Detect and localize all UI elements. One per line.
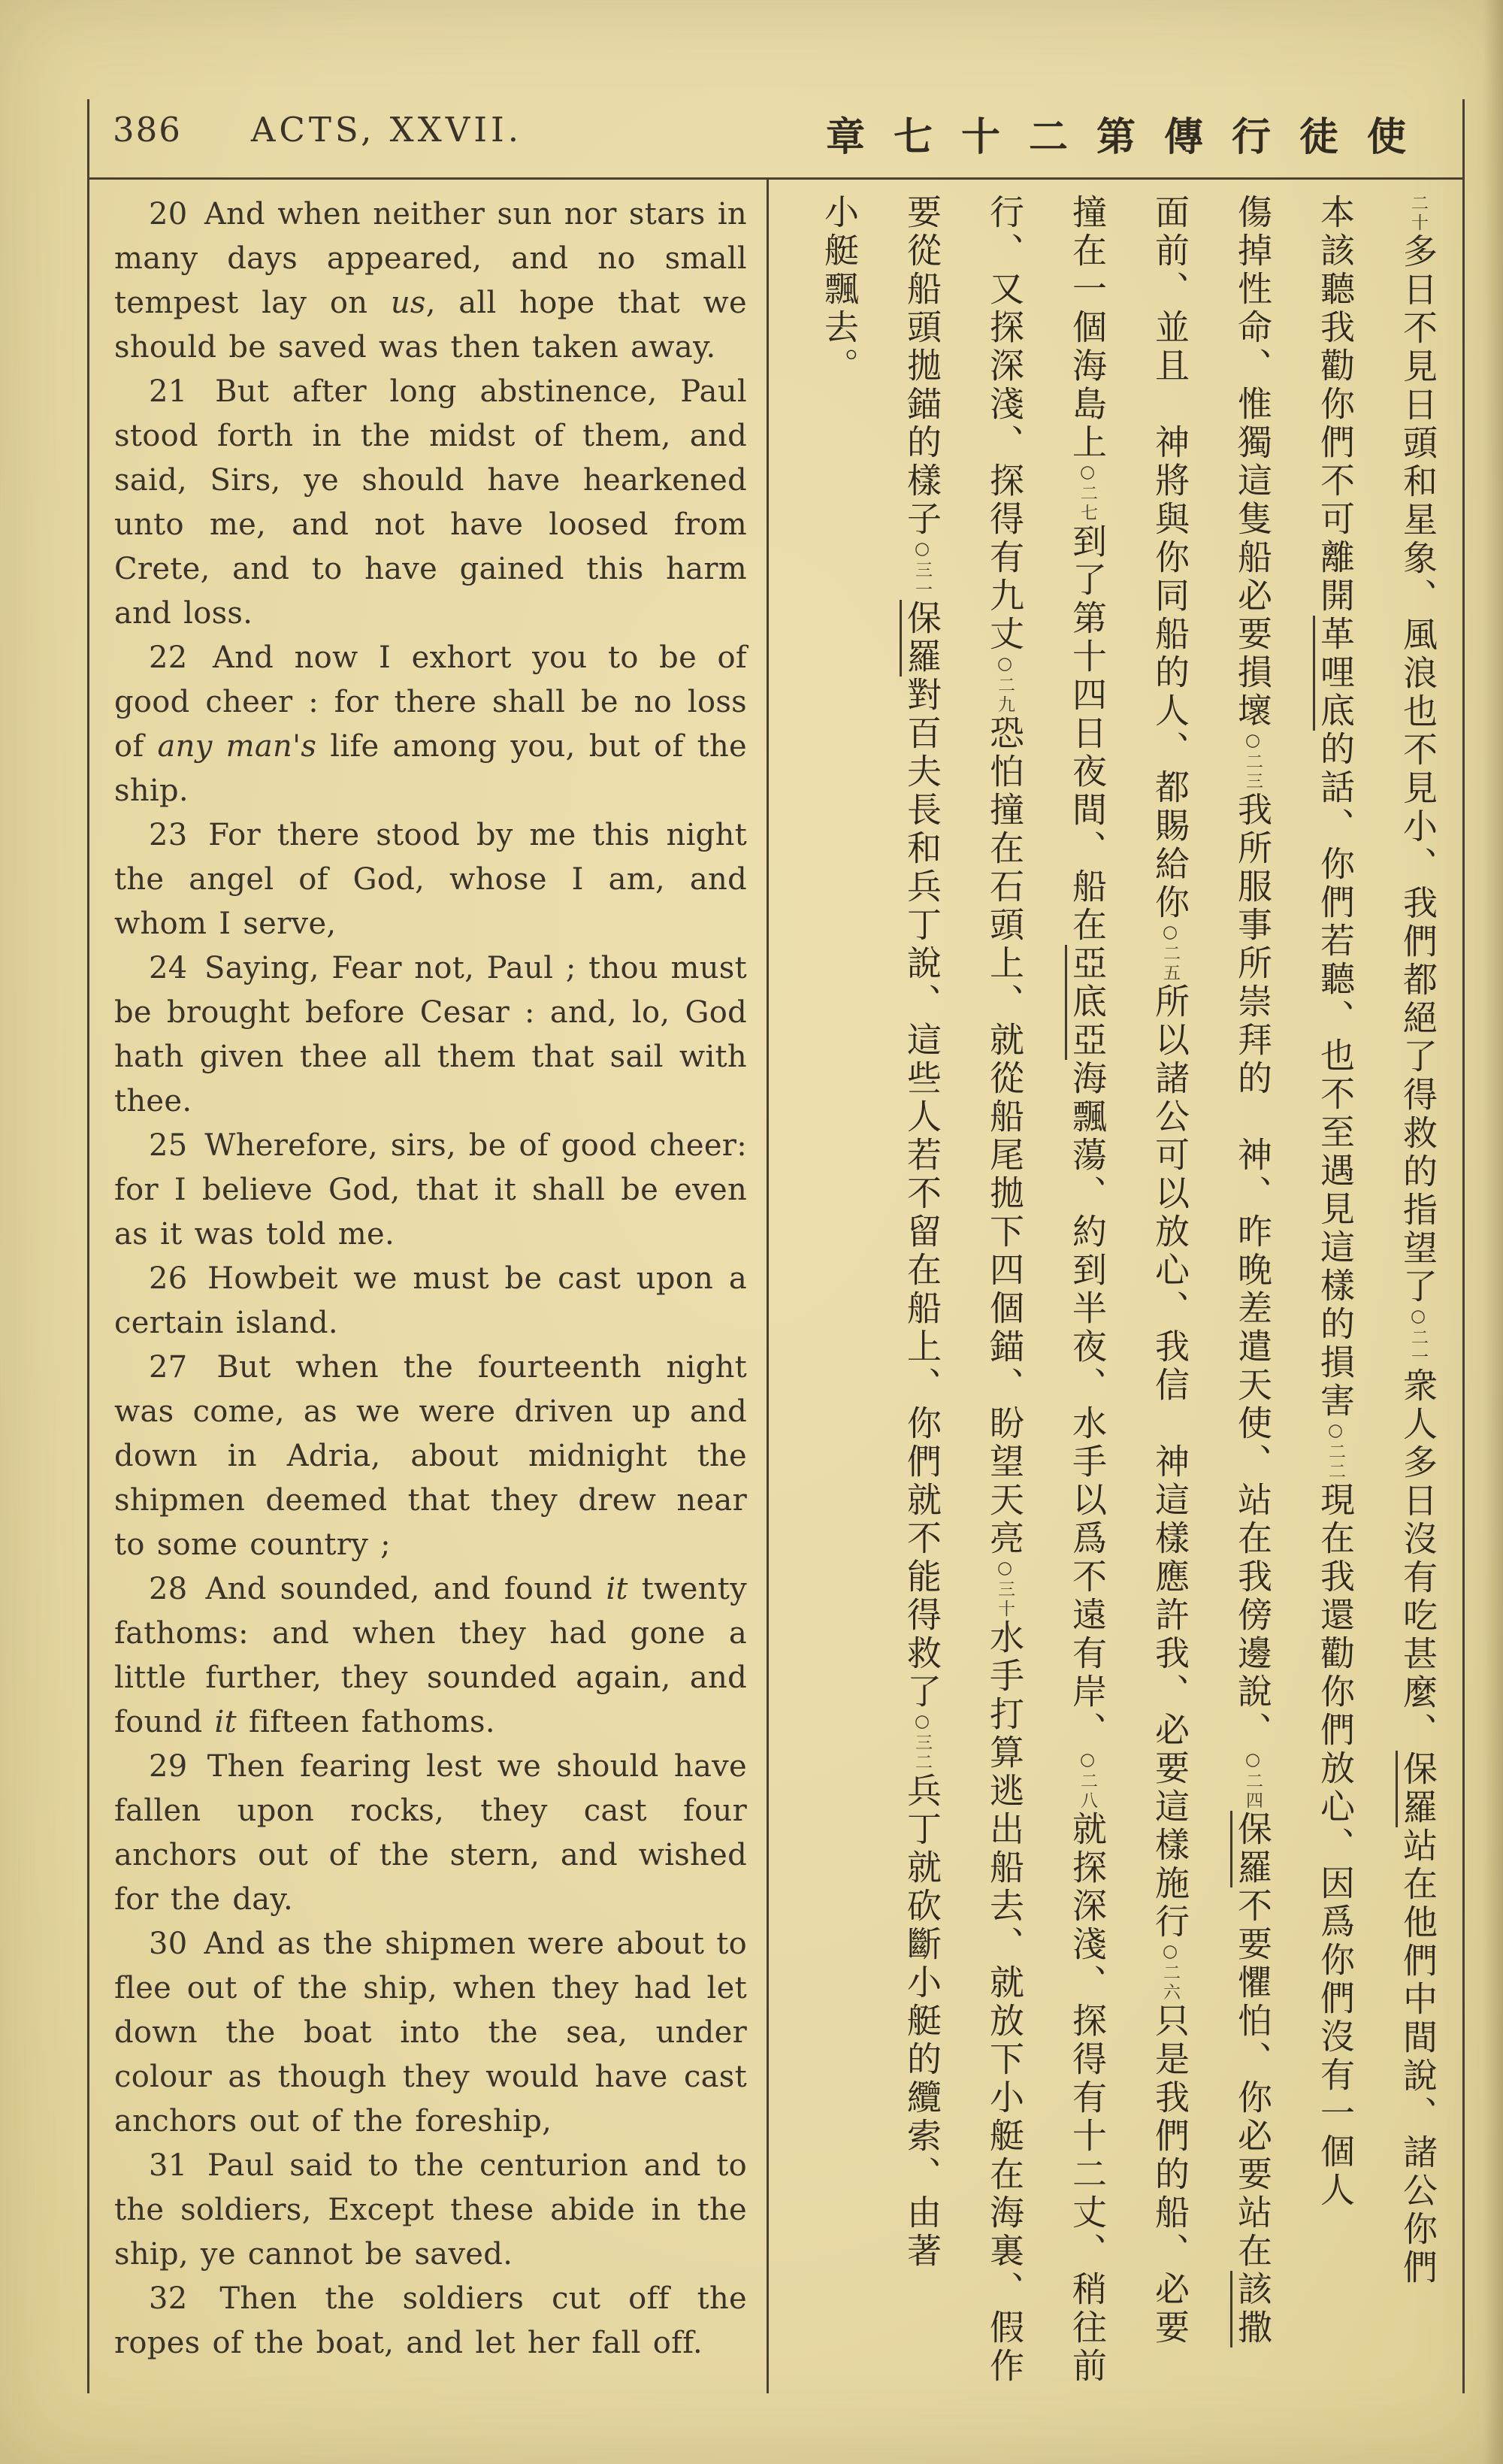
verse-number-marker: ○二九 (995, 654, 1015, 715)
verse-number: 20 (149, 197, 200, 232)
page-edge-shadow (1483, 0, 1503, 2464)
chinese-text-run: 面前、並且 神將與你同船的人、都賜給你 (1150, 194, 1190, 922)
verse-text: But after long abstinence, Paul stood forth in the midst of them, and said, Sirs, ye should have hearkened unto me, and not have loosed from Crete, and to have gained this harm and loss. (114, 374, 747, 631)
verse-number-marker: ○二七 (1078, 462, 1097, 523)
verse-number-marker: ○二一 (1408, 1306, 1428, 1367)
chinese-text-run: 要從船頭拋錨的樣子 (902, 194, 942, 539)
chinese-text-run: 不要懼怕、你必要站在 (1232, 1887, 1273, 2271)
verse-number-marker: ○二五 (1160, 922, 1180, 983)
chinese-text-run: 所以諸公可以放心、我信 神這樣應許我、必要這樣施行 (1150, 983, 1190, 1942)
verse-text: fifteen fathoms. (237, 1705, 495, 1739)
proper-name: 保羅 (1230, 1811, 1273, 1887)
verse-number: 24 (149, 951, 201, 985)
verse-number: 28 (149, 1572, 201, 1606)
verse-number-marker: 二十 (1408, 194, 1428, 233)
verse-29 (114, 1745, 747, 1922)
verse-21 (114, 370, 747, 636)
verse-31 (114, 2144, 747, 2277)
chinese-text-run: 多日不見日頭和星象、風浪也不見小、我們都絕了得救的指望了 (1398, 233, 1438, 1306)
verse-text: And when neither sun nor stars in many days appeared, and no small tempest lay on (114, 197, 747, 320)
verse-20 (114, 192, 747, 370)
page-number: 386 (113, 110, 182, 150)
chinese-text-run: 到了第十四日夜間、船在 (1067, 523, 1108, 945)
chinese-column-3 (1211, 194, 1294, 2381)
verse-24 (114, 946, 747, 1124)
verse-text: Howbeit we must be cast upon a certain island. (114, 1261, 748, 1340)
verse-text: Then the soldiers cut off the ropes of the boat, and let her fall off. (114, 2281, 748, 2360)
chinese-text-run: 小艇飄去。 (819, 194, 860, 386)
verse-text: And sounded, and found (205, 1572, 606, 1606)
column-divider-rule (767, 177, 769, 2393)
verse-number-marker: ○二三 (1243, 731, 1263, 792)
verse-number: 22 (149, 640, 208, 675)
verse-text: But when the fourteenth night was come, as we were driven up and down in Adria, about midnight the shipmen deemed that they drew near to some country ; (114, 1350, 747, 1562)
book-title-english: ACTS, XXVII. (250, 110, 523, 150)
verse-number: 31 (149, 2148, 204, 2183)
verse-28 (114, 1567, 747, 1745)
verse-text: life among you, but of the ship. (114, 729, 747, 808)
proper-name: 保羅 (900, 600, 942, 677)
chinese-text-run: 恐怕撞在石頭上、就從船尾拋下四個錨、盼望天亮 (984, 715, 1025, 1558)
verse-number-marker: ○二四 (1243, 1750, 1263, 1811)
verse-25 (114, 1124, 747, 1257)
verse-30 (114, 1922, 747, 2144)
verse-number-marker: ○二六 (1160, 1942, 1180, 2002)
verse-text: And as the shipmen were about to flee out of the ship, when they had let down the boat into the sea, under colour as though they would have cast anchors out of the foreship, (114, 1927, 748, 2139)
chinese-column-5 (1046, 194, 1129, 2386)
verse-text-italic: it (214, 1705, 237, 1739)
verse-number: 29 (149, 1749, 203, 1784)
verse-32 (114, 2277, 747, 2366)
chinese-column-4 (1129, 194, 1211, 2381)
verse-text: For there stood by me this night the angel of God, whose I am, and whom I serve, (114, 818, 747, 941)
chinese-text-run: 兵丁就砍斷小艇的纜索、由著 (902, 1772, 942, 2271)
verse-text: And now I exhort you to be of good cheer : for there shall be no loss of (114, 640, 747, 764)
page-header-english (113, 110, 522, 150)
header-divider-rule (87, 177, 1465, 180)
verse-number-marker: ○三十 (995, 1558, 1015, 1619)
verse-number: 32 (149, 2281, 216, 2316)
chinese-text-run: 對百夫長和兵丁說、這些人若不留在船上、你們就不能得救了 (902, 677, 942, 1712)
verse-number: 26 (149, 1261, 204, 1296)
verse-number: 27 (149, 1350, 213, 1385)
verse-23 (114, 813, 747, 946)
proper-name: 亞底亞 (1065, 945, 1108, 1060)
chinese-text-run: 只是我們的船、必要 (1150, 2002, 1190, 2347)
verse-number-marker: ○三一 (912, 539, 932, 600)
chinese-text-run: 站在他們中間說、諸公你們 (1398, 1827, 1438, 2287)
chinese-text-run: 的話、你們若聽、也不至遇見這樣的損害 (1315, 731, 1356, 1421)
verse-text-italic: it (606, 1572, 628, 1606)
verse-number-marker: ○二八 (1078, 1750, 1097, 1811)
proper-name: 革哩底 (1313, 616, 1356, 731)
chinese-text-run: 行、又探深淺、探得有九丈 (984, 194, 1025, 654)
verse-number: 25 (149, 1128, 201, 1163)
chinese-text-columns (794, 194, 1459, 2386)
chinese-text-run: 現在我還勸你們放心、因爲你們沒有一個人 (1315, 1482, 1356, 2210)
chinese-column-8 (798, 194, 881, 2381)
verse-text: Then fearing lest we should have fallen upon rocks, they cast four anchors out of the stern, and wished for the day. (114, 1749, 748, 1917)
verse-number: 23 (149, 818, 204, 852)
verse-number-marker: ○二二 (1326, 1421, 1345, 1482)
verse-text-italic: any man's (157, 729, 317, 764)
chinese-column-7 (881, 194, 963, 2381)
chinese-column-6 (963, 194, 1046, 2386)
book-title-chinese: 章七十二第傳行徒使 (825, 114, 1435, 160)
verse-text: Saying, Fear not, Paul ; thou must be brought before Cesar : and, lo, God hath given thee all them that sail with thee. (114, 951, 747, 1118)
verse-text: , all hope that we should be saved was then taken away. (114, 286, 748, 365)
english-text-column (114, 192, 747, 2366)
chinese-text-run: 撞在一個海島上 (1067, 194, 1108, 462)
chinese-text-run: 水手打算逃出船去、就放下小艇在海裏、假作 (984, 1619, 1025, 2386)
chinese-text-run: 就探深淺、探得有十二丈、稍往前 (1067, 1811, 1108, 2386)
chinese-column-1 (1377, 194, 1459, 2381)
chinese-text-run: 海飄蕩、約到半夜、水手以爲不遠有岸、 (1067, 1060, 1108, 1750)
verse-number: 30 (149, 1927, 200, 1961)
verse-number-marker: ○三二 (912, 1712, 932, 1772)
proper-name: 該撒 (1230, 2271, 1273, 2347)
proper-name: 保羅 (1396, 1751, 1438, 1827)
chinese-text-run: 傷掉性命、惟獨這隻船必要損壞 (1232, 194, 1273, 731)
verse-text: twenty fathoms: and when they had gone a little further, they sounded again, and found (114, 1572, 747, 1739)
chinese-column-2 (1294, 194, 1377, 2381)
chinese-text-run: 衆人多日沒有吃甚麼、 (1398, 1367, 1438, 1751)
verse-27 (114, 1346, 747, 1567)
verse-text: Wherefore, sirs, be of good cheer: for I believe God, that it shall be even as it was told me. (114, 1128, 748, 1252)
verse-number: 21 (149, 374, 211, 409)
chinese-text-run: 我所服事所崇拜的 神、昨晚差遣天使、站在我傍邊說、 (1232, 792, 1273, 1750)
verse-text: Paul said to the centurion and to the soldiers, Except these abide in the ship, ye cannot be saved. (114, 2148, 748, 2272)
verse-text-italic: us (390, 286, 426, 320)
right-margin-rule (1462, 99, 1465, 2393)
chinese-text-run: 本該聽我勸你們不可離開 (1315, 194, 1356, 616)
left-margin-rule (87, 99, 89, 2393)
verse-22 (114, 636, 747, 813)
verse-26 (114, 1257, 747, 1346)
